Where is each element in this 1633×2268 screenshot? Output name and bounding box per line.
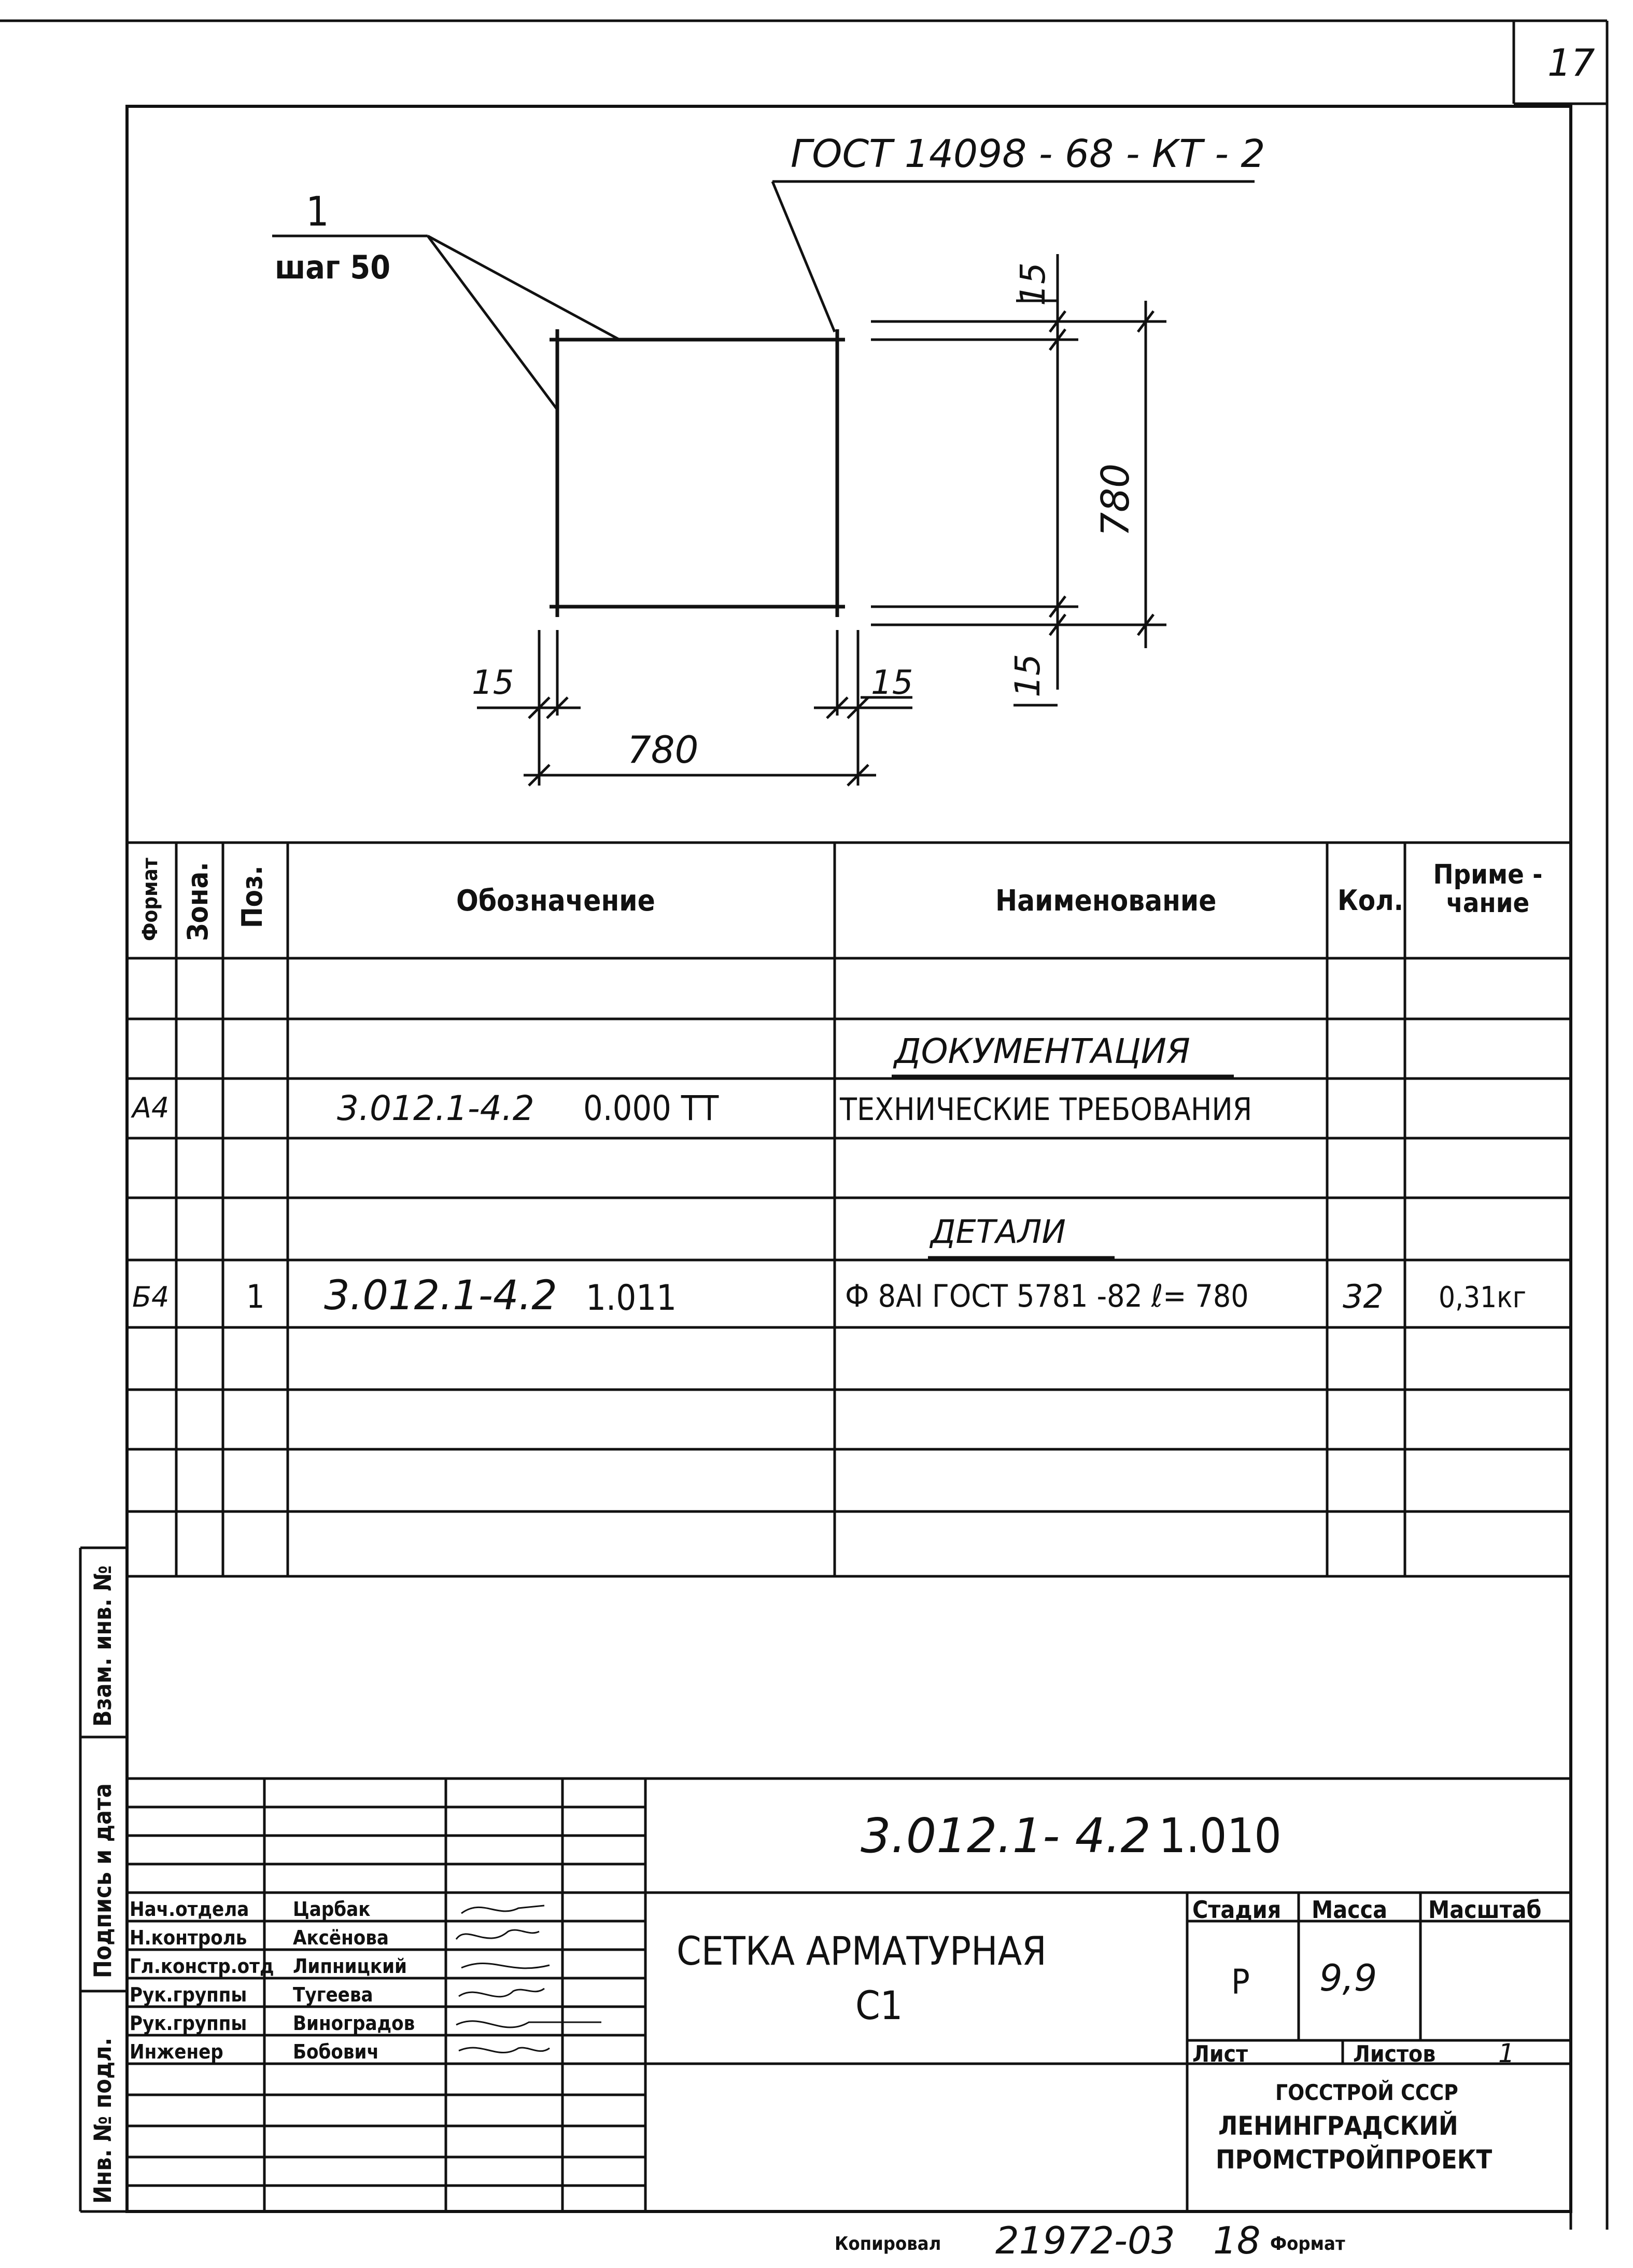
gost-label: ГОСТ 14098 - 68 - КТ - 2 — [791, 132, 1265, 176]
header-zone: Зона. — [181, 862, 214, 941]
dim-offset-left: 15 — [472, 664, 514, 702]
staff-role: Инженер — [130, 2040, 223, 2063]
row-note: 0,31кг — [1439, 1281, 1527, 1314]
staff-name: Бобович — [293, 2040, 379, 2063]
header-note: Приме - чание — [1433, 859, 1543, 919]
org-line3: ПРОМСТРОЙПРОЕКТ — [1216, 2145, 1493, 2175]
sheets-value: 1 — [1498, 2038, 1515, 2068]
side-stamp-vzam-inv: Взам. инв. № — [89, 1565, 117, 1727]
copied-label: Копировал — [835, 2233, 941, 2255]
staff-role: Нач.отдела — [130, 1898, 249, 1921]
section-parts: ДЕТАЛИ — [931, 1213, 1066, 1251]
staff-role: Рук.группы — [130, 1983, 247, 2006]
row-name: Ф 8АI ГОСТ 5781 -82 ℓ= 780 — [845, 1278, 1249, 1314]
row-designation-code: 0.000 ТТ — [583, 1088, 719, 1128]
header-name: Наименование — [995, 884, 1217, 918]
staff-name: Тугеева — [293, 1983, 373, 2006]
position-label: 1 — [306, 189, 329, 235]
title-line1: СЕТКА АРМАТУРНАЯ — [677, 1928, 1047, 1974]
mass-label: Масса — [1312, 1896, 1388, 1924]
row-name: ТЕХНИЧЕСКИЕ ТРЕБОВАНИЯ — [840, 1091, 1252, 1128]
dim-offset-bottom: 15 — [1008, 654, 1048, 697]
side-stamp-podpis-data: Подпись и дата — [89, 1783, 117, 1978]
header-format: Формат — [138, 858, 162, 941]
staff-role: Рук.группы — [130, 2012, 247, 2035]
row-format: Б4 — [132, 1281, 170, 1313]
staff-role: Гл.констр.отд — [130, 1955, 274, 1978]
row-qty: 32 — [1343, 1278, 1384, 1315]
stage-label: Стадия — [1192, 1896, 1282, 1924]
sheet-label: Лист — [1192, 2041, 1248, 2067]
format-label: Формат — [1270, 2233, 1345, 2255]
staff-name: Аксёнова — [293, 1926, 389, 1949]
staff-role: Н.контроль — [130, 1926, 247, 1949]
org-line2: ЛЕНИНГРАДСКИЙ — [1218, 2111, 1458, 2141]
staff-name: Царбак — [293, 1898, 371, 1921]
section-documentation: ДОКУМЕНТАЦИЯ — [894, 1031, 1190, 1071]
scale-label: Масштаб — [1428, 1896, 1542, 1924]
staff-name: Виноградов — [293, 2012, 415, 2035]
step-label: шаг 50 — [275, 248, 391, 286]
org-line1: ГОССТРОЙ СССР — [1275, 2080, 1458, 2105]
sheet-number: 17 — [1547, 41, 1595, 85]
side-stamp-inv-podl: Инв. № подл. — [89, 2037, 117, 2204]
document-code: 3.012.1- 4.2 — [861, 1808, 1151, 1864]
stage-value: Р — [1231, 1962, 1250, 2002]
format-number: 18 — [1213, 2219, 1261, 2262]
row-designation: 3.012.1-4.2 — [337, 1088, 534, 1128]
title-line2: С1 — [855, 1982, 903, 2028]
copy-number: 21972-03 — [995, 2219, 1175, 2262]
dim-width: 780 — [627, 728, 699, 772]
header-pos: Поз. — [236, 865, 269, 928]
row-designation: 3.012.1-4.2 — [324, 1272, 557, 1319]
dim-height: 780 — [1093, 463, 1138, 537]
dim-offset-top: 15 — [1013, 262, 1053, 306]
row-pos: 1 — [246, 1278, 265, 1315]
header-qty: Кол. — [1338, 884, 1404, 917]
document-suffix: 1.010 — [1159, 1808, 1282, 1864]
sheets-label: Листов — [1353, 2041, 1436, 2067]
header-designation: Обозначение — [456, 884, 655, 918]
row-format: А4 — [132, 1091, 170, 1124]
row-designation-code: 1.011 — [586, 1278, 677, 1319]
staff-name: Липницкий — [293, 1955, 407, 1978]
dim-offset-right: 15 — [871, 664, 913, 702]
mass-value: 9,9 — [1319, 1957, 1377, 1999]
